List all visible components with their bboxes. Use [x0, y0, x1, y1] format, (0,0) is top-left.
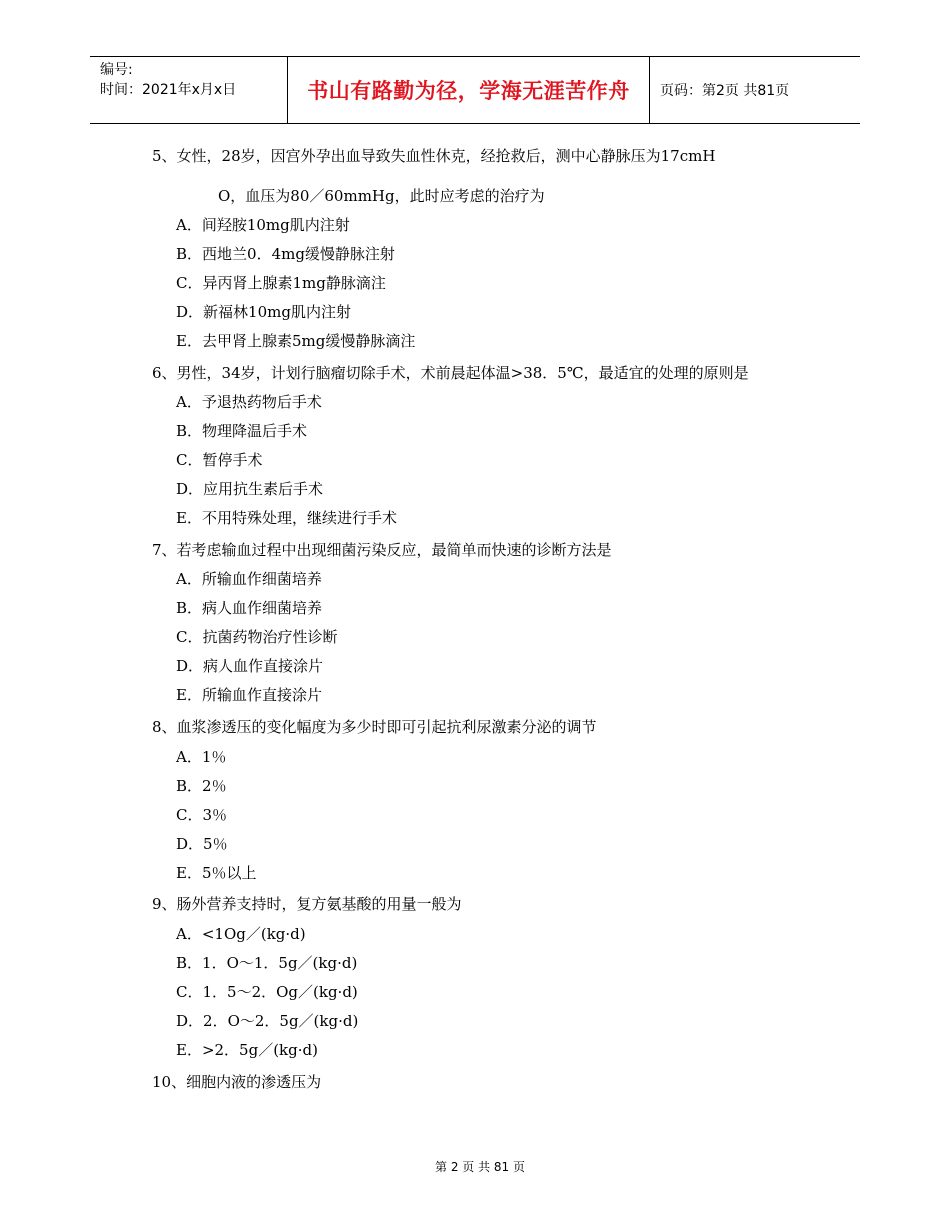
option: E．所输血作直接涂片	[176, 686, 322, 704]
option: C．1．5～2．Og／(kg·d)	[176, 983, 358, 1001]
question-stem: 8、血浆渗透压的变化幅度为多少时即可引起抗利尿激素分泌的调节	[152, 718, 597, 736]
option: D．5％	[176, 835, 228, 853]
option: D．应用抗生素后手术	[176, 480, 324, 498]
option: A．1％	[176, 748, 227, 766]
option: D．新福林10mg肌内注射	[176, 303, 351, 321]
question-stem-continued: O，血压为80／60mmHg，此时应考虑的治疗为	[218, 187, 545, 205]
option: A．予退热药物后手术	[176, 393, 322, 411]
option: C．暂停手术	[176, 451, 263, 469]
header-motto: 书山有路勤为径，学海无涯苦作舟	[287, 57, 650, 123]
option: D．2．O～2．5g／(kg·d)	[176, 1012, 359, 1030]
option: E．去甲肾上腺素5mg缓慢静脉滴注	[176, 332, 416, 350]
question-stem: 10、细胞内液的渗透压为	[152, 1073, 322, 1091]
page-header	[90, 56, 860, 124]
question-stem: 6、男性，34岁，计划行脑瘤切除手术，术前晨起体温>38．5℃，最适宜的处理的原则是	[152, 364, 749, 382]
option: C．3％	[176, 806, 228, 824]
option: A．所输血作细菌培养	[176, 570, 322, 588]
question-stem: 7、若考虑输血过程中出现细菌污染反应，最简单而快速的诊断方法是	[152, 541, 612, 559]
option: E．不用特殊处理，继续进行手术	[176, 509, 397, 527]
question-stem: 5、女性，28岁，因宫外孕出血导致失血性休克，经抢救后，测中心静脉压为17cmH	[152, 147, 716, 165]
option: B．病人血作细菌培养	[176, 599, 323, 617]
option: D．病人血作直接涂片	[176, 657, 324, 675]
header-page-label: 页码：第2页 共81页	[660, 83, 790, 99]
option: C．异丙肾上腺素1mg静脉滴注	[176, 274, 386, 292]
time-label: 时间：2021年x月x日	[100, 82, 237, 98]
option: A．间羟胺10mg肌内注射	[176, 216, 350, 234]
option: B．西地兰0．4mg缓慢静脉注射	[176, 245, 395, 263]
option: B．1．O～1．5g／(kg·d)	[176, 954, 358, 972]
option: C．抗菌药物治疗性诊断	[176, 628, 338, 646]
header-meta	[90, 57, 287, 123]
option: E．>2．5g／(kg·d)	[176, 1041, 318, 1059]
option: E．5％以上	[176, 864, 257, 882]
page-footer	[0, 1158, 950, 1175]
option: A．<1Og／(kg·d)	[176, 925, 306, 943]
question-stem: 9、肠外营养支持时，复方氨基酸的用量一般为	[152, 895, 462, 913]
number-label: 编号:	[100, 62, 133, 78]
footer-page-label: 第 2 页 共 81 页	[435, 1160, 525, 1174]
option: B．2％	[176, 777, 227, 795]
option: B．物理降温后手术	[176, 422, 308, 440]
